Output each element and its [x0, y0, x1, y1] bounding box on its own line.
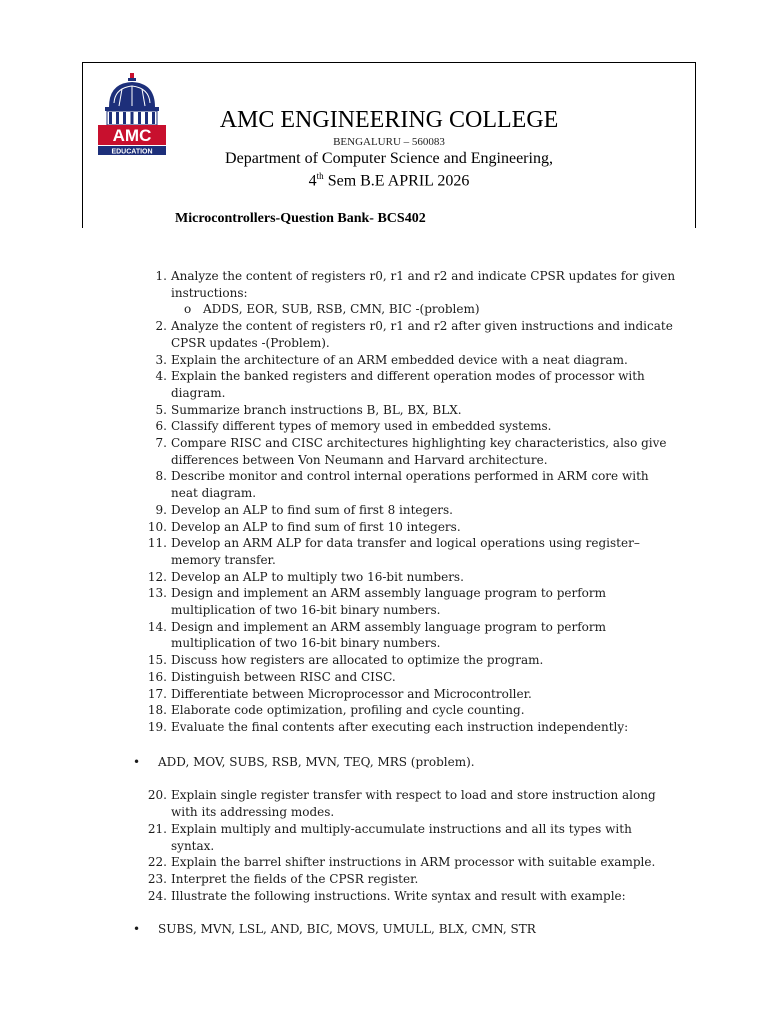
- bullet-text: SUBS, MVN, LSL, AND, BIC, MOVS, UMULL, BLX, CMN, STR: [158, 922, 536, 937]
- question-number: 18.: [147, 703, 167, 718]
- question-group-c: [0, 787, 768, 904]
- question-number: 5.: [155, 402, 167, 417]
- question-number: 16.: [147, 669, 167, 684]
- question-item: [0, 652, 768, 669]
- question-item: [0, 669, 768, 686]
- question-text: Develop an ALP to find sum of first 8 integers.: [171, 502, 453, 517]
- question-group-b: [0, 318, 768, 736]
- question-item: [0, 418, 768, 435]
- sem-number: 4: [308, 172, 317, 190]
- question-item: [0, 686, 768, 703]
- question-item: [0, 502, 768, 519]
- semester-line: [83, 171, 695, 190]
- sem-suffix: th: [316, 171, 324, 181]
- question-item: [0, 585, 768, 618]
- question-text: Explain the banked registers and different operation modes of processor with diagram.: [171, 369, 645, 400]
- question-text: Distinguish between RISC and CISC.: [171, 669, 396, 684]
- sub-item-text: ADDS, EOR, SUB, RSB, CMN, BIC -(problem): [203, 302, 480, 317]
- question-text: Analyze the content of registers r0, r1 and r2 after given instructions and indicate CPSR updates -(Problem).: [171, 319, 673, 350]
- question-text: Compare RISC and CISC architectures highlighting key characteristics, also give differences between Von Neumann and Harvard architecture.: [171, 436, 667, 467]
- question-number: 10.: [147, 519, 167, 534]
- question-text: Discuss how registers are allocated to optimize the program.: [171, 653, 544, 668]
- question-item: [0, 435, 768, 468]
- question-number: 6.: [155, 419, 167, 434]
- bullet-item: [0, 754, 768, 771]
- question-text: Design and implement an ARM assembly language program to perform multiplication of two 16-bit binary numbers.: [171, 586, 607, 618]
- question-item: [0, 468, 768, 501]
- question-text: Explain the barrel shifter instructions in ARM processor with suitable example.: [171, 855, 656, 870]
- question-text: Illustrate the following instructions. Write syntax and result with example:: [171, 888, 626, 903]
- header-box: [82, 62, 696, 228]
- question-number: 13.: [147, 586, 167, 601]
- question-item: [0, 787, 768, 820]
- question-text: Explain the architecture of an ARM embedded device with a neat diagram.: [171, 352, 628, 367]
- bullet-dot: •: [133, 922, 141, 937]
- question-number: 3.: [155, 352, 167, 367]
- question-item: [0, 352, 768, 369]
- question-text: Develop an ALP to find sum of first 10 integers.: [171, 519, 461, 534]
- question-item: [0, 871, 768, 888]
- question-number: 14.: [147, 619, 167, 634]
- bullet-item: [0, 921, 768, 938]
- question-item: [0, 719, 768, 736]
- question-number: 22.: [147, 855, 167, 870]
- bullet-text: ADD, MOV, SUBS, RSB, MVN, TEQ, MRS (problem).: [158, 754, 475, 769]
- question-number: 7.: [155, 436, 167, 451]
- question-item: [0, 268, 768, 301]
- question-number: 11.: [147, 536, 167, 551]
- question-text: Interpret the fields of the CPSR register.: [171, 871, 419, 886]
- question-number: 2.: [155, 319, 167, 334]
- question-text: Describe monitor and control internal operations performed in ARM core with neat diagram.: [171, 469, 649, 501]
- question-bank-title: Microcontrollers-Question Bank- BCS402: [175, 211, 426, 226]
- question-text: Summarize branch instructions B, BL, BX, BLX.: [171, 402, 462, 417]
- question-item: [0, 318, 768, 351]
- college-name: AMC ENGINEERING COLLEGE: [219, 107, 559, 133]
- question-item: [0, 402, 768, 419]
- question-number: 17.: [147, 686, 167, 701]
- question-text: Classify different types of memory used in embedded systems.: [171, 419, 552, 434]
- question-number: 15.: [147, 653, 167, 668]
- question-text: Explain single register transfer with respect to load and store instruction along with its addressing modes.: [171, 788, 656, 820]
- question-number: 9.: [155, 502, 167, 517]
- sem-rest: Sem B.E APRIL 2026: [323, 172, 470, 190]
- question-number: 1.: [155, 269, 167, 283]
- logo-text: AMC: [112, 126, 152, 145]
- question-item: [0, 821, 768, 854]
- question-item: [0, 535, 768, 568]
- question-number: 19.: [147, 719, 167, 734]
- question-item: [0, 519, 768, 536]
- question-text: Develop an ARM ALP for data transfer and logical operations using register–memory transfer.: [171, 536, 640, 567]
- question-number: 4.: [155, 369, 167, 384]
- question-item: [0, 619, 768, 652]
- logo-subtext: EDUCATION: [111, 148, 153, 156]
- college-city: BENGALURU – 560083: [333, 136, 445, 148]
- question-number: 24.: [147, 888, 167, 903]
- question-text: Evaluate the final contents after executing each instruction independently:: [171, 719, 629, 734]
- department-name: Department of Computer Science and Engineering,: [225, 150, 553, 167]
- bullet-dot: •: [133, 754, 141, 769]
- question-item: [0, 888, 768, 905]
- question-text: Elaborate code optimization, profiling and cycle counting.: [171, 703, 525, 718]
- question-text: Analyze the content of registers r0, r1 and r2 and indicate CPSR updates for given instructions:: [171, 269, 676, 300]
- question-text: Design and implement an ARM assembly language program to perform multiplication of two 16-bit binary numbers.: [171, 619, 607, 651]
- question-number: 12.: [147, 569, 167, 584]
- question-number: 21.: [147, 821, 167, 836]
- question-text: Explain multiply and multiply-accumulate instructions and all its types with syntax.: [171, 821, 632, 853]
- question-number: 8.: [155, 469, 167, 484]
- question-text: Develop an ALP to multiply two 16-bit numbers.: [171, 569, 464, 584]
- question-text: Differentiate between Microprocessor and Microcontroller.: [171, 686, 532, 701]
- question-number: 23.: [147, 871, 167, 886]
- question-list: [0, 268, 768, 938]
- question-item: [0, 854, 768, 871]
- sub-item-marker: o: [184, 302, 192, 317]
- question-item: [0, 702, 768, 719]
- question-group-a: [0, 268, 768, 301]
- question-item: [0, 368, 768, 401]
- question-item: [0, 569, 768, 586]
- sub-item: [0, 301, 768, 318]
- question-number: 20.: [147, 788, 167, 803]
